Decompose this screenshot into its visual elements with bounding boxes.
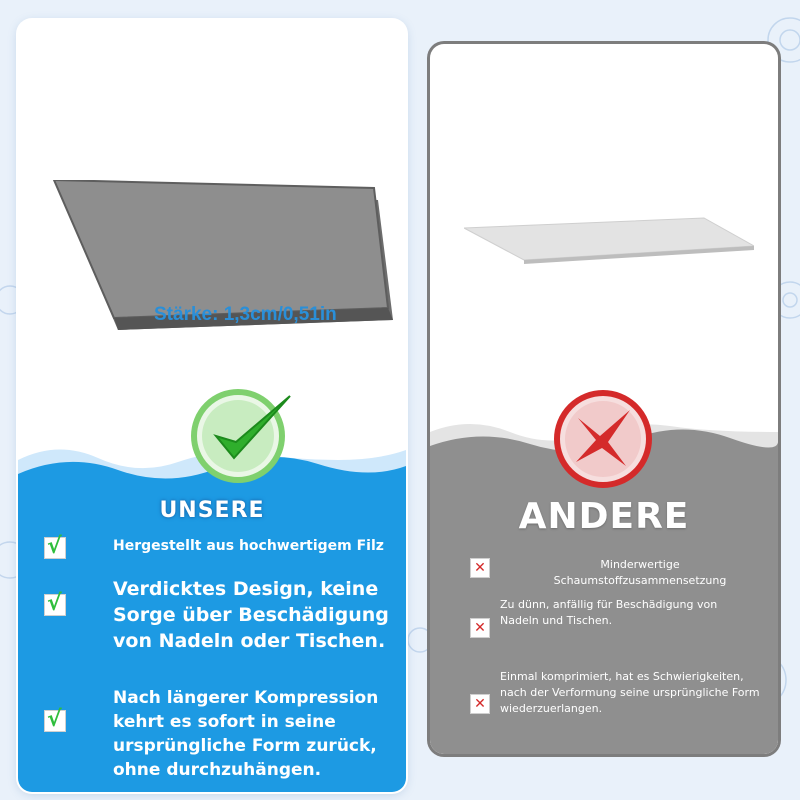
foam-pad-image — [464, 212, 754, 312]
thickness-label: Stärke: 1,3cm/0,51in — [154, 304, 337, 325]
drawback-text: Minderwertige Schaumstoffzusammensetzung — [553, 558, 727, 587]
check-badge-icon — [178, 380, 308, 490]
x-icon: ✕ — [470, 694, 490, 714]
drawback-text: Einmal komprimiert, hat es Schwierigkeiten, nach der Verformung seine ursprüngliche Form wiederzuerlangen. — [500, 670, 760, 715]
check-icon: √ — [44, 710, 66, 732]
cross-badge-icon — [548, 384, 658, 494]
our-product-panel — [18, 20, 406, 792]
other-product-title: ANDERE — [518, 496, 690, 537]
drawback-text: Zu dünn, anfällig für Beschädigung von Nadeln und Tischen. — [500, 598, 718, 627]
feature-text: Nach längerer Kompression kehrt es sofort in seine ursprüngliche Form zurück, ohne durchzuhängen. — [113, 688, 379, 780]
our-product-title: UNSERE — [159, 498, 265, 523]
x-icon: ✕ — [470, 618, 490, 638]
check-icon: √ — [44, 537, 66, 559]
check-icon: √ — [44, 594, 66, 616]
other-product-panel — [430, 44, 778, 754]
feature-text: Hergestellt aus hochwertigem Filz — [113, 538, 384, 554]
feature-text: Verdicktes Design, keine Sorge über Beschädigung von Nadeln oder Tischen. — [113, 578, 389, 652]
x-icon: ✕ — [470, 558, 490, 578]
